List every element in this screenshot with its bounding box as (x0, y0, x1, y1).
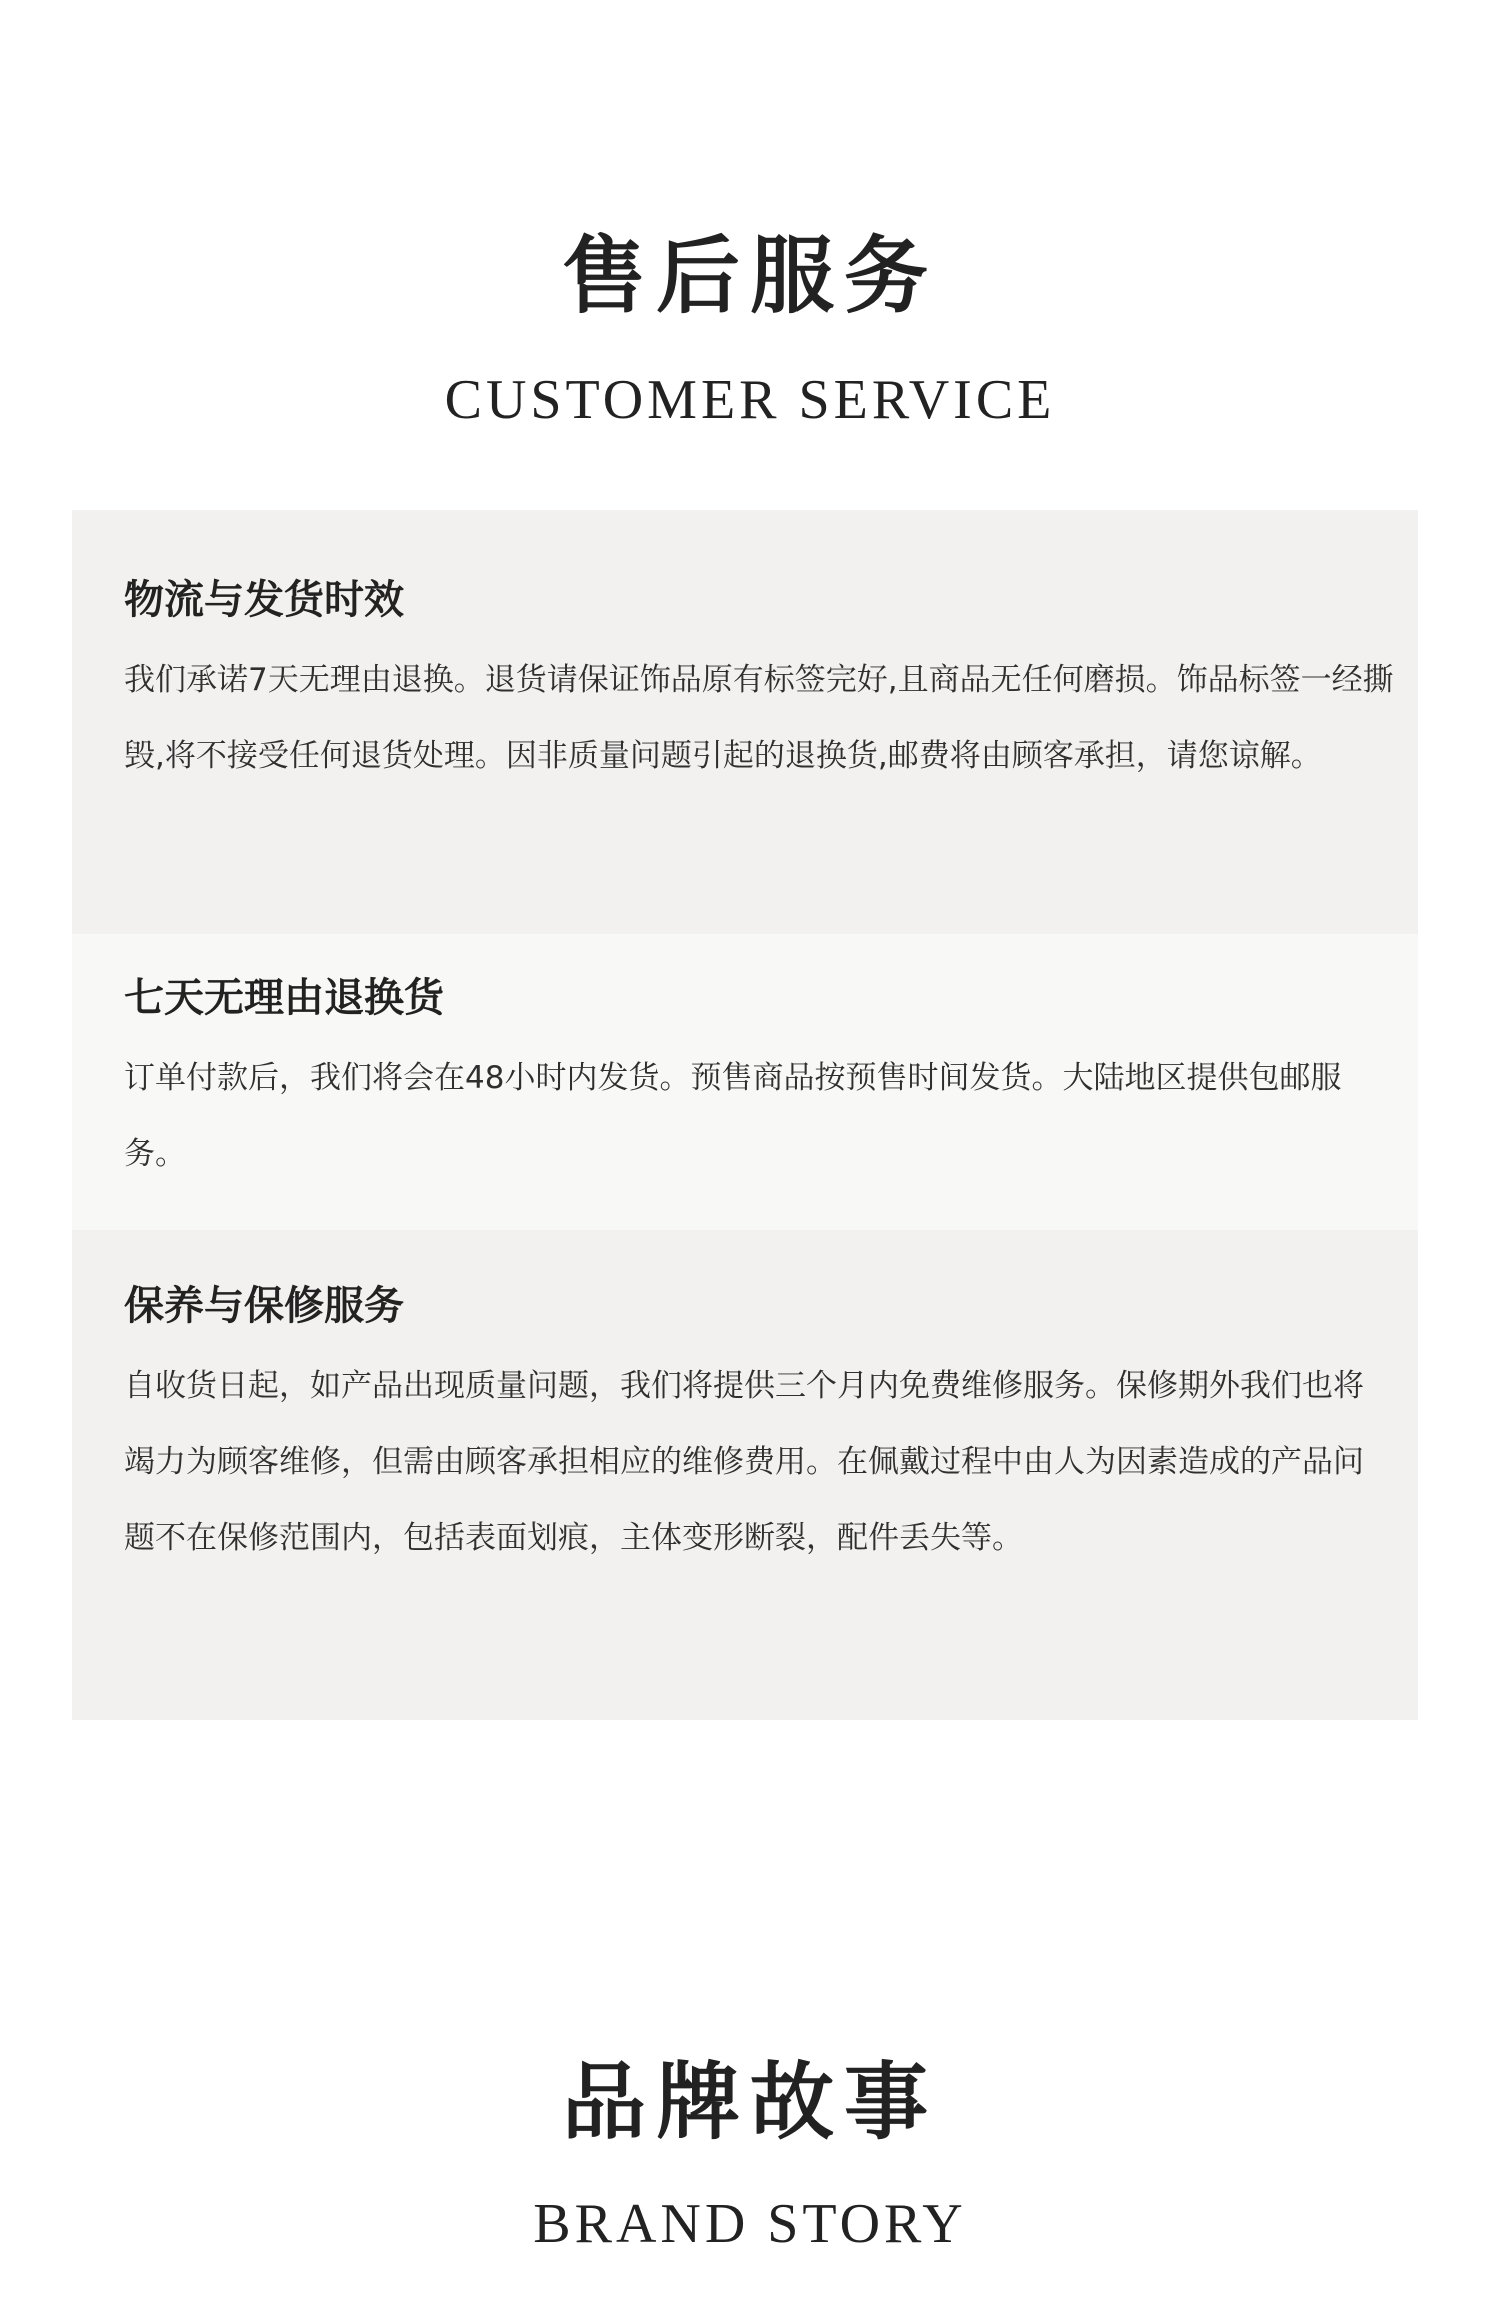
warranty-panel (72, 1230, 1418, 1720)
customer-service-subtitle: CUSTOMER SERVICE (444, 369, 1056, 431)
return-policy-panel (72, 934, 1418, 1230)
logistics-body: 我们承诺7天无理由退换。退货请保证饰品原有标签完好,且商品无任何磨损。饰品标签一经撕毁,将不接受任何退货处理。因非质量问题引起的退换货,邮费将由顾客承担，请您谅解。 (124, 662, 1394, 774)
return-policy-body: 订单付款后，我们将会在48小时内发货。预售商品按预售时间发货。大陆地区提供包邮服务。 (124, 1060, 1342, 1172)
return-policy-heading: 七天无理由退换货 (124, 975, 444, 1021)
brand-story-title: 品牌故事 (561, 2053, 938, 2151)
warranty-heading: 保养与保修服务 (124, 1283, 404, 1329)
warranty-body: 自收货日起，如产品出现质量问题，我们将提供三个月内免费维修服务。保修期外我们也将竭力为顾客维修，但需由顾客承担相应的维修费用。在佩戴过程中由人为因素造成的产品问题不在保修范围内，包括表面划痕，主体变形断裂，配件丢失等。 (124, 1368, 1364, 1556)
logistics-heading: 物流与发货时效 (124, 577, 404, 623)
logistics-panel (72, 510, 1418, 934)
brand-story-subtitle: BRAND STORY (533, 2193, 967, 2255)
customer-service-title: 售后服务 (561, 227, 938, 325)
